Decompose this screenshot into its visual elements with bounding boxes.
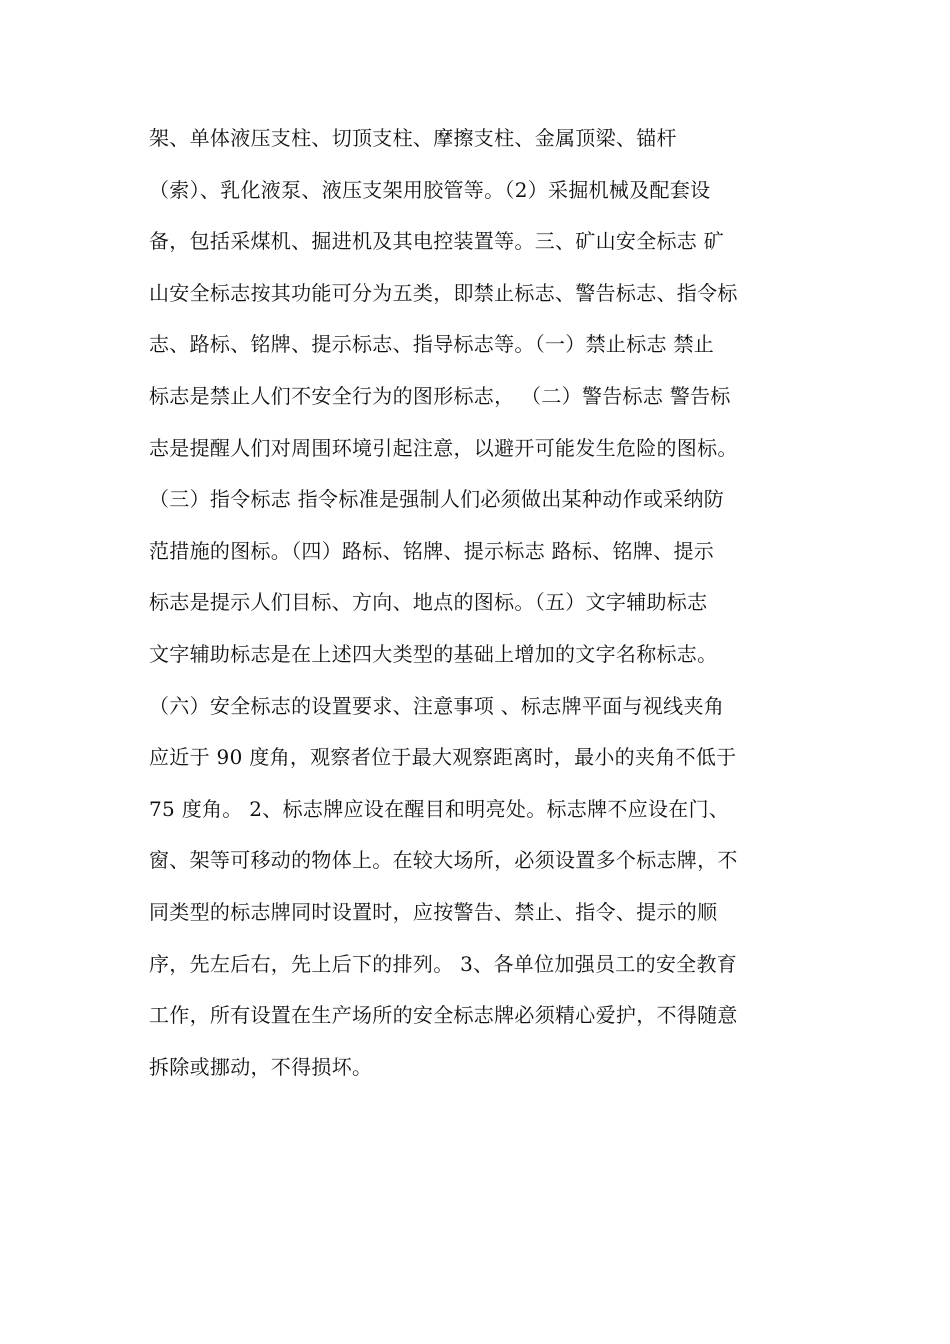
text-line: （六）安全标志的设置要求、注意事项 、标志牌平面与视线夹角 [149, 693, 725, 718]
text-line: （索）、乳化液泵、液压支架用胶管等。（2）采掘机械及配套设 [149, 177, 711, 202]
body-text [149, 113, 809, 1093]
text-line: 应近于 90 度角，观察者位于最大观察距离时，最小的夹角不低于 [149, 745, 737, 770]
text-line: 标志是禁止人们不安全行为的图形标志， （二）警告标志 警告标 [149, 383, 731, 408]
text-line: 文字辅助标志是在上述四大类型的基础上增加的文字名称标志。 [149, 641, 718, 666]
text-line: 山安全标志按其功能可分为五类，即禁止标志、警告标志、指令标 [149, 280, 738, 305]
text-line: 工作，所有设置在生产场所的安全标志牌必须精心爱护，不得随意 [149, 1003, 738, 1028]
text-line: 标志是提示人们目标、方向、地点的图标。（五）文字辅助标志 [149, 590, 708, 615]
text-line: 75 度角。 2、标志牌应设在醒目和明亮处。标志牌不应设在门、 [149, 796, 730, 821]
text-line: 拆除或挪动，不得损坏。 [149, 1054, 373, 1079]
text-line: 同类型的标志牌同时设置时，应按警告、禁止、指令、提示的顺 [149, 899, 718, 924]
text-line: 备，包括采煤机、掘进机及其电控装置等。三、矿山安全标志 矿 [149, 229, 725, 254]
text-line: 架、单体液压支柱、切顶支柱、摩擦支柱、金属顶梁、锚杆 [149, 126, 677, 150]
text-line: 志是提醒人们对周围环境引起注意，以避开可能发生危险的图标。 [149, 435, 738, 460]
text-line: 窗、架等可移动的物体上。在较大场所，必须设置多个标志牌，不 [149, 848, 738, 873]
text-line: 范措施的图标。（四）路标、铭牌、提示标志 路标、铭牌、提示 [149, 538, 715, 563]
text-line: 志、路标、铭牌、提示标志、指导标志等。（一）禁止标志 禁止 [149, 332, 715, 357]
text-line: （三）指令标志 指令标准是强制人们必须做出某种动作或采纳防 [149, 487, 725, 512]
text-line: 序，先左后右，先上后下的排列。 3、各单位加强员工的安全教育 [149, 951, 738, 976]
